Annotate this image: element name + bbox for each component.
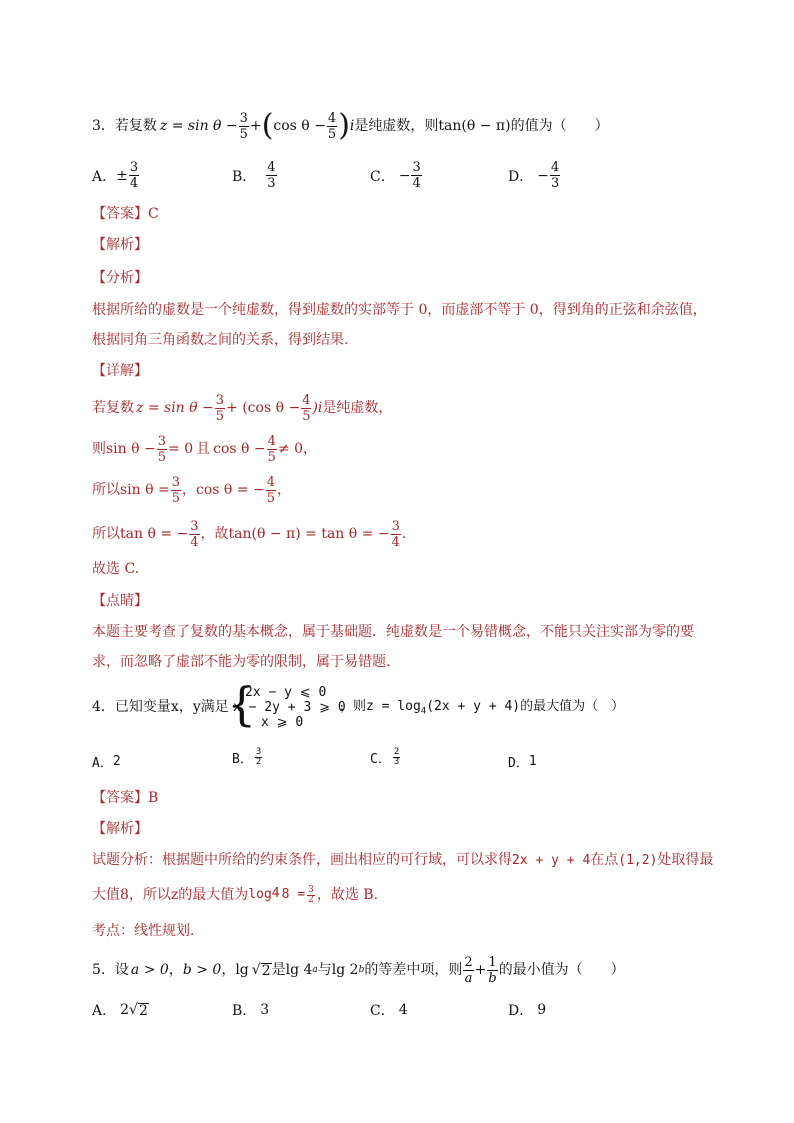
q3-option-a[interactable]: A． ± $\frac{3}{4}$ xyxy=(92,160,139,191)
q3-detail-label: 【详解】 xyxy=(92,363,148,379)
q4-option-d[interactable]: D． 1 xyxy=(508,754,537,771)
q3-cos: cos θ − xyxy=(273,118,326,134)
q4-option-a[interactable]: A． 2 xyxy=(92,754,121,771)
q3-fenxi-line2: 根据同角三角函数之间的关系，得到结果. xyxy=(92,332,349,348)
q3-frac1: $\frac{3}{5}$ xyxy=(239,110,248,142)
q3-mid: 是纯虚数，则 xyxy=(354,118,439,134)
q4-constraint-system: { 2x − y ⩽ 0 x − 2y + 3 ⩾ 0 x ⩾ 0 xyxy=(227,677,346,731)
q4-stem-start: 4．已知变量x，y满足 xyxy=(92,699,229,715)
q4-kaodian: 考点：线性规划． xyxy=(92,923,204,939)
q3-tan: tan(θ − π) xyxy=(438,118,511,134)
q3-dianjing-line1: 本题主要考查了复数的基本概念，属于基础题．纯虚数是一个易错概念，不能只关注实部为零的要 xyxy=(92,624,694,640)
q5-option-c[interactable]: C． 4 xyxy=(370,1002,408,1019)
q3-option-d[interactable]: D． − $\frac{4}{3}$ xyxy=(508,160,560,191)
q3-answer xyxy=(92,204,159,224)
q3-prefix: 若复数 xyxy=(114,118,157,134)
q5-option-b[interactable]: B． 3 xyxy=(232,1002,270,1019)
q4-solution-line2: 大值8，所以z的最大值为 log 4 8 = $\frac{3}{2}$ ，故选 B. xyxy=(92,884,379,905)
q3-fenxi-label: 【分析】 xyxy=(92,270,148,286)
q3-dianjing-label: 【点睛】 xyxy=(92,593,148,609)
q3-option-b[interactable]: B． $\frac{4}{3}$ xyxy=(232,160,276,191)
q3-detail-line3: 所以 sin θ = $\frac{3}{5}$ ， cos θ = − $\frac{4}{5}$ ， xyxy=(92,474,292,506)
q3-stem xyxy=(92,108,609,143)
q3-z: z = sin θ − xyxy=(159,118,238,134)
q4-constraint-3: x ⩾ 0 xyxy=(261,715,304,730)
q5-number: 5． xyxy=(92,962,115,978)
q3-tail: 的值为（ ） xyxy=(510,118,609,134)
q3-dianjing-line2: 求，而忽略了虚部不能为零的限制，属于易错题. xyxy=(92,654,391,670)
q5-stem: 5． 设 a > 0 ， b > 0 ， lg √ 2 是 lg 4 a 与 lg 2 b 的等差中项，则 $\frac{2}{a}$ + $\frac{1}{b}$ 的最小值为（ ） xyxy=(92,954,625,986)
q4-option-c[interactable]: C． 2 3 xyxy=(370,747,400,767)
q3-detail-line2: 则 sin θ − $\frac{3}{5}$ = 0 且 cos θ − $\frac{4}{5}$ ≠ 0， xyxy=(92,433,318,465)
q4-solution-line1: 试题分析：根据题中所给的约束条件，画出相应的可行域，可以求得2x + y + 4在点(1,2)处取得最 xyxy=(92,852,714,868)
q5-option-a[interactable]: A． 2 √ 2 xyxy=(92,1002,148,1019)
q3-options xyxy=(92,160,612,196)
q4-analysis-label: 【解析】 xyxy=(92,821,148,837)
answer-label: 【答案】 xyxy=(92,206,148,222)
q5-options xyxy=(92,1000,612,1024)
q3-option-c[interactable]: C． − $\frac{3}{4}$ xyxy=(370,160,421,191)
q3-i: i xyxy=(349,118,355,134)
q4-number: 4． xyxy=(92,699,115,715)
q4-constraint-2: x − 2y + 3 ⩾ 0 xyxy=(233,700,346,715)
q3-frac2: $\frac{4}{5}$ xyxy=(327,110,337,142)
q3-conclusion: 故选 C. xyxy=(92,561,140,577)
answer-value: C xyxy=(148,206,159,222)
q3-number: 3． xyxy=(92,118,115,134)
q5-option-d[interactable]: D． 9 xyxy=(508,1002,547,1019)
q3-plus: + xyxy=(249,118,262,134)
q3-fenxi-line1: 根据所给的虚数是一个纯虚数，得到虚数的实部等于 0，而虚部不等于 0，得到角的正弦和余弦值， xyxy=(92,302,707,318)
q3-detail-line4: 所以 tan θ = − $\frac{3}{4}$ ，故 tan(θ − π) = tan θ = − $\frac{3}{4}$ . xyxy=(92,518,407,550)
q3-detail-line1: 若复数 z = sin θ − $\frac{3}{5}$ + (cos θ − $\frac{4}{5}$ )i 是纯虚数， xyxy=(92,392,393,424)
q3-rparen: ) xyxy=(338,108,350,143)
q4-answer: 【答案】B xyxy=(92,790,159,806)
q4-stem-end: ，则$z = \log_4(2x + y + 4)$的最大值为（ ） xyxy=(340,699,625,717)
q4-constraint-1: 2x − y ⩽ 0 xyxy=(245,685,327,700)
q4-options xyxy=(92,748,612,778)
q3-lparen: ( xyxy=(261,108,274,143)
q4-option-b[interactable]: B． 3 2 xyxy=(232,747,262,767)
q3-analysis-label: 【解析】 xyxy=(92,237,148,253)
